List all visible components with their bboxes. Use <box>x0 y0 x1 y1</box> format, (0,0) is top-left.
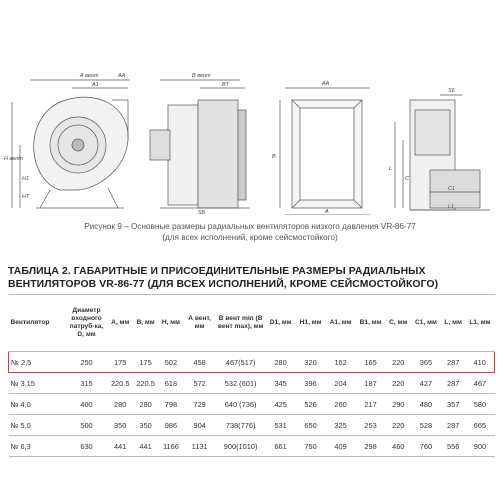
table-cell: 650 <box>296 415 326 436</box>
table-cell: 220 <box>386 373 411 394</box>
label-b: B <box>272 154 276 160</box>
table-cell: 458 <box>184 352 216 373</box>
table-cell: 500 <box>66 415 108 436</box>
table-cell: 532 (601) <box>216 373 266 394</box>
table-cell: 365 <box>411 352 441 373</box>
label-aa: AA <box>118 73 126 79</box>
table-cell: 580 <box>465 394 494 415</box>
table-cell: 220 <box>386 415 411 436</box>
label-c1: C1 <box>448 186 456 192</box>
table-cell: 630 <box>66 436 108 457</box>
label-c: C <box>405 176 409 182</box>
fan-model-cell: № 2,5 <box>9 352 66 373</box>
table-cell: 425 <box>266 394 296 415</box>
table-cell: 618 <box>158 373 183 394</box>
header-l1: L1, мм <box>465 295 494 352</box>
label-h1: H1 <box>22 176 30 182</box>
header-b: В, мм <box>133 295 158 352</box>
table-cell: 253 <box>356 415 386 436</box>
table-cell: 298 <box>356 436 386 457</box>
figure-caption <box>0 221 500 243</box>
header-fan: Вентилятор <box>9 295 66 352</box>
table-row <box>9 436 495 457</box>
header-a: А, мм <box>108 295 133 352</box>
table-cell: 480 <box>411 394 441 415</box>
header-b1: В1, мм <box>356 295 386 352</box>
table-header-row <box>9 295 495 352</box>
table-cell: 260 <box>326 394 356 415</box>
header-c1: С1, мм <box>411 295 441 352</box>
table-cell: 441 <box>108 436 133 457</box>
header-c: С, мм <box>386 295 411 352</box>
table-cell: 1131 <box>184 436 216 457</box>
table-cell: 396 <box>296 373 326 394</box>
side-view-drawing <box>12 80 130 208</box>
table-cell: 409 <box>326 436 356 457</box>
label-a1: A1 <box>92 82 99 88</box>
table-cell: 220.5 <box>108 373 133 394</box>
table-cell: 528 <box>411 415 441 436</box>
table-cell: 572 <box>184 373 216 394</box>
header-d1: D1, мм <box>266 295 296 352</box>
table-cell: 287 <box>441 373 465 394</box>
table-cell: 729 <box>184 394 216 415</box>
label-sb: SБ <box>198 210 206 215</box>
table-cell: 357 <box>441 394 465 415</box>
table-cell: 556 <box>441 436 465 457</box>
front-view-drawing <box>150 80 250 208</box>
table-cell: 738(776) <box>216 415 266 436</box>
table-cell: 665 <box>465 415 494 436</box>
table-cell: 165 <box>356 352 386 373</box>
fan-dimension-drawings <box>0 60 500 215</box>
table-cell: 175 <box>133 352 158 373</box>
caption-line-1: Рисунок 9 – Основные размеры радиальных вентиляторов низкого давления VR-86-77 <box>84 222 416 231</box>
header-inlet-diameter: Диаметр входного патруб-ка, D, мм <box>66 295 108 352</box>
table-cell: 640 (736) <box>216 394 266 415</box>
dimensions-table <box>8 294 495 457</box>
table-cell: 280 <box>108 394 133 415</box>
table-cell: 900 <box>465 436 494 457</box>
table-cell: 750 <box>296 436 326 457</box>
table-cell: 350 <box>108 415 133 436</box>
table-cell: 904 <box>184 415 216 436</box>
table-cell: 217 <box>356 394 386 415</box>
table-cell: 350 <box>133 415 158 436</box>
table-cell: 400 <box>66 394 108 415</box>
header-l: L, мм <box>441 295 465 352</box>
table-cell: 986 <box>158 415 183 436</box>
table-cell: 250 <box>66 352 108 373</box>
table-cell: 427 <box>411 373 441 394</box>
base-frame-drawing <box>395 95 490 210</box>
table-cell: 900(1010) <box>216 436 266 457</box>
fan-model-cell: № 5,0 <box>9 415 66 436</box>
table-row <box>9 373 495 394</box>
table-cell: 467(517) <box>216 352 266 373</box>
header-a-vent: А вент, мм <box>184 295 216 352</box>
table-cell: 162 <box>326 352 356 373</box>
table-cell: 220.5 <box>133 373 158 394</box>
label-aa-flange: AA <box>322 81 330 87</box>
table-cell: 526 <box>296 394 326 415</box>
table-cell: 661 <box>266 436 296 457</box>
table-cell: 502 <box>158 352 183 373</box>
fan-model-cell: № 6,3 <box>9 436 66 457</box>
table-cell: 410 <box>465 352 494 373</box>
table-row <box>9 394 495 415</box>
label-h-vent: H вент <box>4 156 23 162</box>
table-cell: 290 <box>386 394 411 415</box>
label-l: L <box>389 166 393 172</box>
label-ht: HT <box>22 194 30 200</box>
header-a1: А1, мм <box>326 295 356 352</box>
table-cell: 287 <box>441 352 465 373</box>
table-cell: 325 <box>326 415 356 436</box>
caption-line-2: (для всех исполнений, кроме сейсмостойкого) <box>162 233 338 242</box>
label-bt: BT <box>222 82 230 88</box>
table-cell: 460 <box>386 436 411 457</box>
table-cell: 345 <box>266 373 296 394</box>
fan-model-cell: № 3,15 <box>9 373 66 394</box>
table-cell: 760 <box>411 436 441 457</box>
label-a-vent: A вент <box>80 73 99 79</box>
table-cell: 1166 <box>158 436 183 457</box>
table-cell: 280 <box>133 394 158 415</box>
table-cell: 287 <box>441 415 465 436</box>
table-cell: 320 <box>296 352 326 373</box>
table-cell: 798 <box>158 394 183 415</box>
outlet-flange-drawing <box>280 88 370 215</box>
table-cell: 467 <box>465 373 494 394</box>
label-b-vent: B вент <box>192 73 211 79</box>
table-cell: 280 <box>266 352 296 373</box>
table-cell: 220 <box>386 352 411 373</box>
table-cell: 315 <box>66 373 108 394</box>
fan-model-cell: № 4,0 <box>9 394 66 415</box>
table-row <box>9 415 495 436</box>
table-cell: 531 <box>266 415 296 436</box>
table-cell: 175 <box>108 352 133 373</box>
label-l1: L1 <box>448 204 455 210</box>
label-a: A <box>325 209 329 215</box>
label-s6: S6 <box>448 88 455 94</box>
header-b-vent: В вент min (В вент max), мм <box>216 295 266 352</box>
header-h1: H1, мм <box>296 295 326 352</box>
header-h: Н, мм <box>158 295 183 352</box>
table-row <box>9 352 495 373</box>
table-title: ТАБЛИЦА 2. ГАБАРИТНЫЕ И ПРИСОЕДИНИТЕЛЬНЫЕ РАЗМЕРЫ РАДИАЛЬНЫХ ВЕНТИЛЯТОРОВ VR-86-77 (ДЛЯ ВСЕХ ИСПОЛНЕНИЙ, КРОМЕ СЕЙСМОСТОЙКОГО) <box>8 266 439 290</box>
table-cell: 187 <box>356 373 386 394</box>
table-cell: 204 <box>326 373 356 394</box>
table-cell: 441 <box>133 436 158 457</box>
